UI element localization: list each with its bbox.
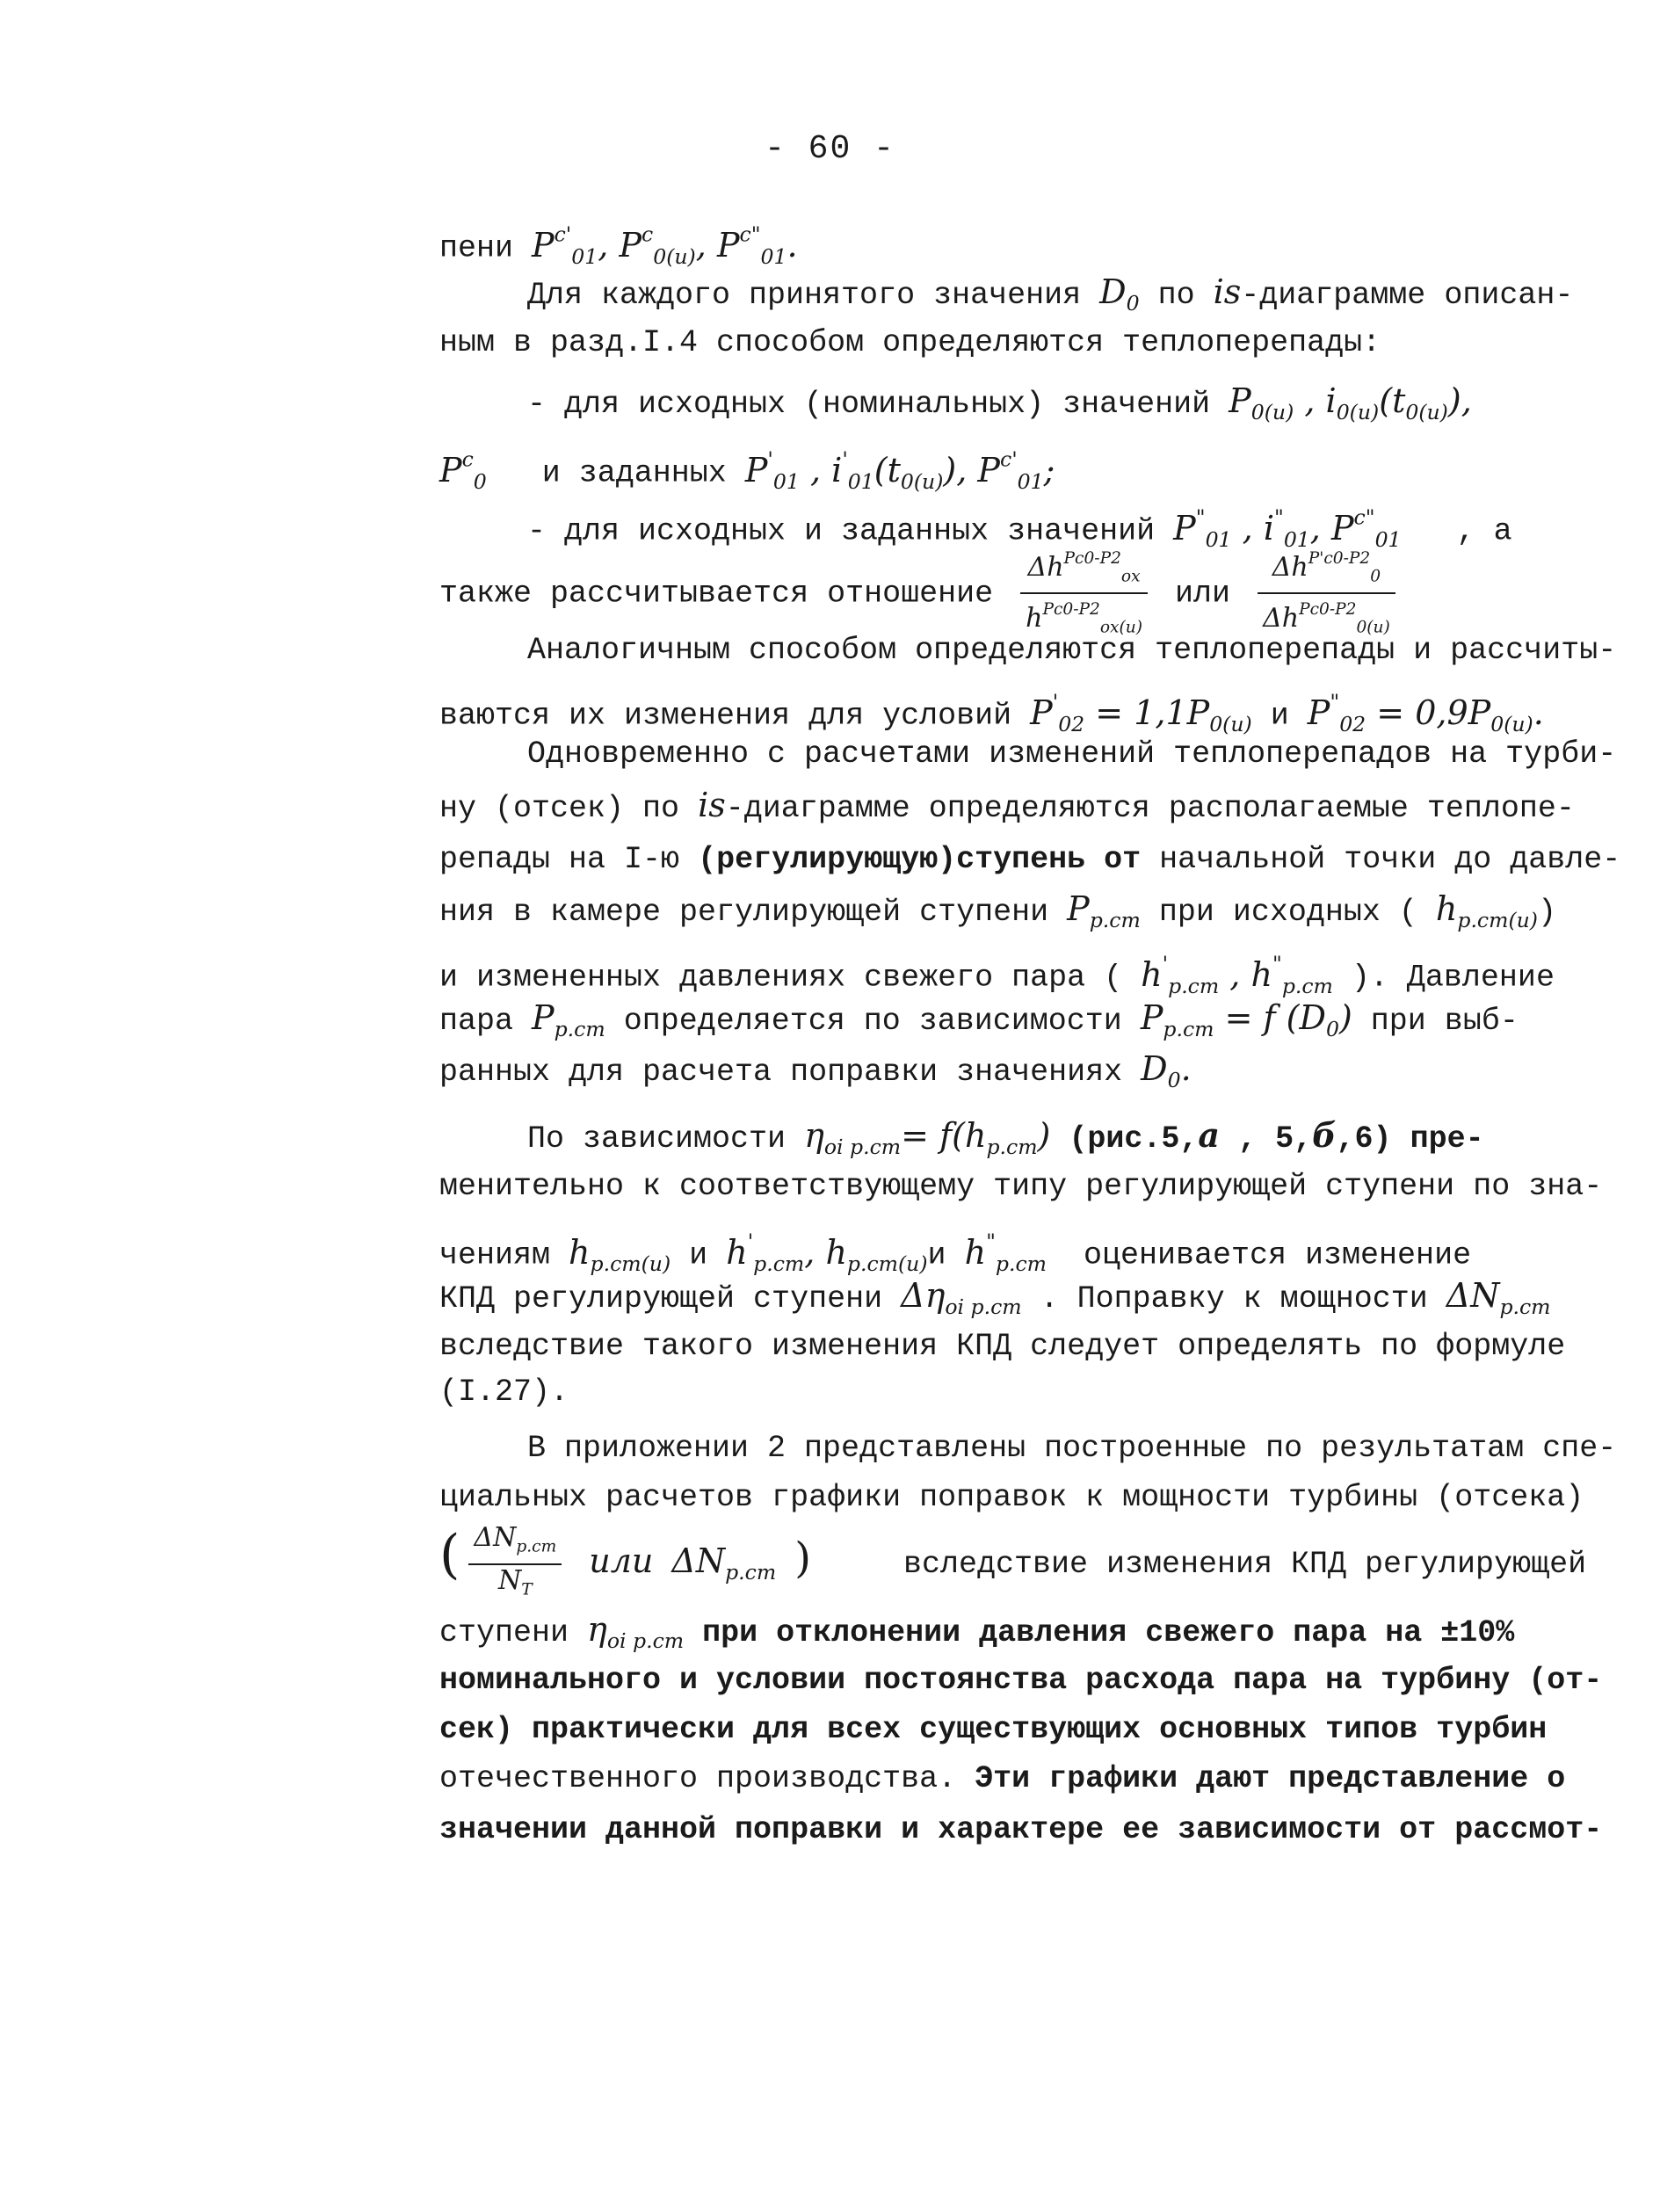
text-line-15 (439, 993, 1547, 1042)
text-line-2 (527, 267, 1635, 316)
text: и (689, 1237, 708, 1273)
figure-ref: (рис.5,а , 5,б,6) пре- (1069, 1115, 1484, 1157)
text-line-21 (439, 1322, 1566, 1371)
text: циальных расчетов графики поправок к мощности турбины (отсека) (439, 1480, 1584, 1515)
text: при исходных ( (1158, 895, 1417, 930)
formula: $h_{р.ст(и)}$ (569, 1232, 671, 1276)
text-line-29 (439, 1754, 1566, 1803)
text-line-3 (439, 318, 1547, 367)
text-line-20 (439, 1271, 1551, 1320)
formula: $P_{р.ст}$ (532, 998, 605, 1042)
text: - для исходных (номинальных) значений (527, 387, 1211, 422)
formula: $P'_{01}$ , $i'_{01}(t_{0(и)})$, $P^{c'}_{01}$; (744, 446, 1055, 494)
text-line-23 (527, 1424, 1635, 1473)
text: или (589, 1541, 654, 1580)
formula: $P^{c'}_{01}$, $P^c_{0(и)}$, $P^{c"}_{01}$. (532, 221, 798, 269)
text: ным в разд.I.4 способом определяются теплоперепады: (439, 325, 1381, 360)
text: оценивается изменение (1084, 1237, 1472, 1273)
formula: is (698, 786, 726, 824)
text: ну (отсек) по (439, 791, 680, 826)
text-line-7 (439, 543, 1547, 637)
text: по (1157, 278, 1195, 313)
text: ваются их изменения для условий (439, 698, 1012, 734)
text-line-28 (439, 1705, 1547, 1754)
text: КПД регулирующей ступени (439, 1281, 883, 1316)
text-line-19: чениям $h_{р.ст(и)}$ и $h'_{р.ст}$, $h_{р.ст(и)}и$ $h^"_{р.ст}$ оценивается изменение (439, 1229, 1472, 1276)
text: чениям (439, 1237, 551, 1273)
fraction-ratio-2: $\frac{\Delta h^{P'c0-P2}_0}{\Delta h^{Pc0-P2}_{0(и)}}$ (1258, 543, 1395, 644)
text: менительно к соответствующему типу регулирующей ступени по зна- (439, 1169, 1603, 1204)
fraction-power: $\frac{\Delta N_{р.ст}}{N_T}$ (468, 1522, 562, 1606)
text: начальной точки до давле- (1159, 842, 1621, 877)
text: определяется по зависимости (623, 1004, 1122, 1039)
formula: $h'_{р.ст}$, $h_{р.ст(и)}$ (726, 1229, 928, 1276)
text: -диаграмме определяются располагаемые теплопе- (725, 791, 1575, 826)
formula: $\eta_{oi р.ст}= f(h_{р.ст})$ (804, 1116, 1051, 1160)
text: - для исходных и заданных значений (527, 513, 1156, 549)
text: ния в камере регулирующей ступени (439, 895, 1049, 930)
text-line-11 (439, 780, 1575, 830)
text-line-14 (439, 939, 1555, 998)
text: пара (439, 1004, 514, 1039)
text: и заданных (541, 455, 727, 491)
text-line-8 (527, 626, 1635, 675)
text: ранных для расчета поправки значениях (439, 1055, 1123, 1090)
text: Одновременно с расчетами изменений теплоперепадов на турби- (527, 736, 1617, 772)
text-line-18 (439, 1162, 1603, 1211)
formula: $h'_{р.ст}$ , $h^"_{р.ст}$ (1141, 951, 1333, 998)
text-line-4 (527, 376, 1635, 425)
text-line-17 (527, 1111, 1635, 1160)
text-bold: при отклонении давления свежего пара на ±10% (702, 1615, 1515, 1650)
text-line-22 (439, 1367, 1547, 1417)
formula: $\Delta\eta_{oi р.ст}$ (901, 1276, 1022, 1320)
formula: $\Delta N_{р.ст}$ (671, 1541, 777, 1585)
text-bold: (регулирующую)ступень от (698, 842, 1142, 877)
text: ). Давление (1351, 960, 1555, 996)
formula: is (1213, 272, 1242, 311)
text: пени (439, 230, 514, 266)
text: (I.27). (439, 1374, 569, 1410)
text-line-26 (439, 1605, 1547, 1654)
text-line-25: ( $\frac{\Delta N_{р.ст}}{N_T}$ или $\Delta N_{р.ст}$ ) вследствие изменения КПД регулирующей (439, 1506, 1547, 1603)
text-line-13: ния в камере регулирующей ступени $P_{р.ст}$ при исходных ( $h_{р.ст(и)}$) (439, 889, 1557, 933)
text: и (1270, 698, 1289, 734)
formula: $P^"_{02} = 0,9P_{0(и)}$. (1307, 689, 1544, 736)
text: репады на I-ю (439, 842, 680, 877)
text: и измененных давлениях свежего пара ( (439, 960, 1123, 996)
formula: $D_0$. (1141, 1049, 1192, 1093)
formula: $h^"_{р.ст}$ (964, 1229, 1047, 1276)
formula: $P_{0(и)}$ , $i_{0(и)}(t_{0(и)})$, (1229, 381, 1472, 425)
formula: $P_{р.ст} = f$ $(D_0)$ (1140, 998, 1352, 1042)
text: вследствие изменения КПД регулирующей (902, 1547, 1587, 1582)
text: вследствие такого изменения КПД следует определять по формуле (439, 1329, 1566, 1364)
formula: $D_0$ (1099, 272, 1140, 316)
text: В приложении 2 представлены построенные по результатам спе- (527, 1431, 1617, 1466)
formula: $P^"_{01}$ , $i^"_{01}$, $P^{c"}_{01}$ (1173, 504, 1402, 552)
text: при выб- (1370, 1004, 1519, 1039)
text-line-27 (439, 1656, 1603, 1705)
text-line-5 (439, 434, 1547, 494)
text-line-6 (527, 492, 1635, 552)
page-number: - 60 - (765, 130, 895, 168)
text-bold: Эти графики дают представление о (975, 1761, 1566, 1796)
text: По зависимости (527, 1121, 787, 1157)
text: Для каждого принятого значения (527, 278, 1082, 313)
text: , а (1456, 513, 1512, 549)
formula: $h_{р.ст(и)}$ (1435, 889, 1538, 933)
text-bold: сек) практически для всех существующих основных типов турбин (439, 1712, 1548, 1747)
text-line-16 (439, 1044, 1547, 1093)
text-bold: значении данной поправки и характере ее зависимости от рассмот- (439, 1812, 1603, 1847)
text-line-12 (439, 835, 1621, 884)
formula: $\Delta N_{р.ст}$ (1446, 1276, 1551, 1320)
formula: $P_{р.ст}$ (1067, 889, 1141, 933)
text: . Поправку к мощности (1040, 1281, 1428, 1316)
text: отечественного производства. (439, 1761, 957, 1796)
text-line-10 (527, 729, 1635, 779)
text: также рассчитывается отношение (439, 576, 994, 612)
fraction-ratio-1: $\frac{\Delta h^{Pc0-P2}_{ox}}{h^{Pc0-P2}_{ox(и)}}$ (1020, 543, 1148, 644)
formula: $\eta_{oi р.ст}$ (587, 1610, 685, 1654)
text-line-1 (439, 209, 1547, 269)
text: -диаграмме описан- (1241, 278, 1574, 313)
text-line-9 (439, 677, 1547, 736)
text-line-30 (439, 1805, 1603, 1854)
text: Аналогичным способом определяются теплоперепады и рассчиты- (527, 633, 1617, 668)
formula: $P'_{02} = 1,1P_{0(и)}$ (1030, 689, 1252, 736)
text: или (1175, 576, 1231, 612)
formula: $P^c_0$ (439, 446, 487, 494)
text: ступени (439, 1615, 569, 1650)
text-bold: номинального и условии постоянства расхода пара на турбину (от- (439, 1663, 1603, 1698)
